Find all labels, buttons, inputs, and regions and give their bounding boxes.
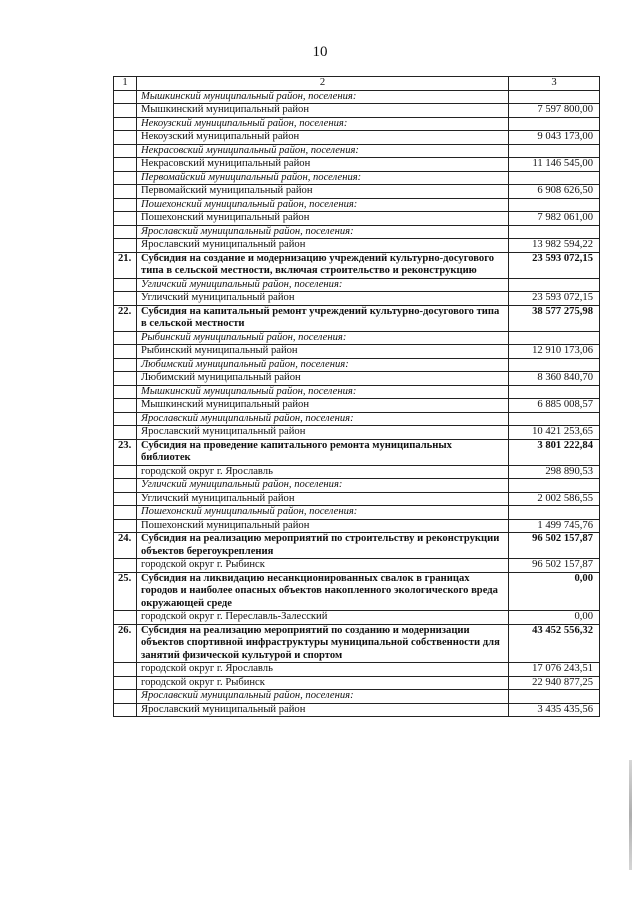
row-description: Первомайский муниципальный район: [137, 185, 509, 199]
section-row: [114, 252, 600, 278]
row-description: городской округ г. Ярославль: [137, 663, 509, 677]
table-row: [114, 465, 600, 479]
row-amount: 96 502 157,87: [509, 559, 600, 573]
row-number: [114, 465, 137, 479]
row-number: [114, 426, 137, 440]
subheading-row: [114, 144, 600, 158]
row-amount: 298 890,53: [509, 465, 600, 479]
row-number: [114, 90, 137, 104]
table-row: [114, 292, 600, 306]
row-amount: 10 421 253,65: [509, 426, 600, 440]
row-amount: 7 597 800,00: [509, 104, 600, 118]
row-amount: 7 982 061,00: [509, 212, 600, 226]
row-number: [114, 412, 137, 426]
row-number: [114, 144, 137, 158]
row-amount: 11 146 545,00: [509, 158, 600, 172]
row-description: Угличский муниципальный район, поселения:: [137, 278, 509, 292]
row-number: 25.: [114, 572, 137, 611]
subheading-row: [114, 412, 600, 426]
row-number: [114, 104, 137, 118]
row-amount: [509, 358, 600, 372]
row-amount: 13 982 594,22: [509, 239, 600, 253]
row-amount: 23 593 072,15: [509, 292, 600, 306]
row-number: [114, 663, 137, 677]
row-description: Некрасовский муниципальный район, поселения:: [137, 144, 509, 158]
row-number: [114, 345, 137, 359]
section-row: [114, 533, 600, 559]
row-description: Субсидия на реализацию мероприятий по созданию и модернизации объектов спортивной инфраструктуры муниципальной собственности для занятий физической культурой и спортом: [137, 624, 509, 663]
row-number: [114, 225, 137, 239]
row-description: Мышкинский муниципальный район: [137, 104, 509, 118]
row-description: Субсидия на капитальный ремонт учреждений культурно-досугового типа в сельской местности: [137, 305, 509, 331]
row-amount: 2 002 586,55: [509, 492, 600, 506]
row-amount: 8 360 840,70: [509, 372, 600, 386]
row-number: [114, 117, 137, 131]
row-number: [114, 292, 137, 306]
row-description: Субсидия на реализацию мероприятий по строительству и реконструкции объектов берегоукрепления: [137, 533, 509, 559]
row-description: Угличский муниципальный район: [137, 492, 509, 506]
table-row: [114, 104, 600, 118]
row-description: городской округ г. Ярославль: [137, 465, 509, 479]
table-header-row: [114, 77, 600, 91]
row-description: Угличский муниципальный район: [137, 292, 509, 306]
row-amount: [509, 479, 600, 493]
subheading-row: [114, 278, 600, 292]
row-description: Рыбинский муниципальный район, поселения:: [137, 331, 509, 345]
row-description: Субсидия на проведение капитального ремонта муниципальных библиотек: [137, 439, 509, 465]
row-description: Некоузский муниципальный район, поселения:: [137, 117, 509, 131]
scan-edge-artifact: [629, 760, 632, 870]
table-row: [114, 426, 600, 440]
row-amount: [509, 412, 600, 426]
row-amount: 3 801 222,84: [509, 439, 600, 465]
row-description: городской округ г. Рыбинск: [137, 559, 509, 573]
row-description: Субсидия на создание и модернизацию учреждений культурно-досугового типа в сельской местности, включая строительство и реконструкцию: [137, 252, 509, 278]
row-amount: 9 043 173,00: [509, 131, 600, 145]
subsidy-table: [113, 76, 600, 717]
row-amount: [509, 171, 600, 185]
row-amount: [509, 225, 600, 239]
section-row: [114, 624, 600, 663]
table-row: [114, 185, 600, 199]
subheading-row: [114, 331, 600, 345]
row-amount: [509, 198, 600, 212]
subheading-row: [114, 506, 600, 520]
page-number: 10: [312, 44, 328, 60]
row-number: 24.: [114, 533, 137, 559]
row-amount: 12 910 173,06: [509, 345, 600, 359]
table-row: [114, 611, 600, 625]
row-number: [114, 278, 137, 292]
row-description: городской округ г. Переславль-Залесский: [137, 611, 509, 625]
row-number: [114, 358, 137, 372]
row-number: [114, 703, 137, 717]
subheading-row: [114, 171, 600, 185]
row-number: [114, 171, 137, 185]
row-number: [114, 212, 137, 226]
row-amount: 3 435 435,56: [509, 703, 600, 717]
table-row: [114, 676, 600, 690]
row-description: Некоузский муниципальный район: [137, 131, 509, 145]
subheading-row: [114, 225, 600, 239]
row-description: Ярославский муниципальный район, поселения:: [137, 690, 509, 704]
row-number: 21.: [114, 252, 137, 278]
row-number: [114, 519, 137, 533]
row-amount: [509, 144, 600, 158]
subheading-row: [114, 117, 600, 131]
header-col-2: 2: [137, 77, 509, 91]
row-amount: 38 577 275,98: [509, 305, 600, 331]
row-amount: 1 499 745,76: [509, 519, 600, 533]
row-description: Любимский муниципальный район: [137, 372, 509, 386]
row-description: Ярославский муниципальный район, поселения:: [137, 225, 509, 239]
row-amount: 0,00: [509, 611, 600, 625]
row-amount: [509, 117, 600, 131]
table-row: [114, 703, 600, 717]
row-number: [114, 559, 137, 573]
row-description: Пошехонский муниципальный район: [137, 519, 509, 533]
row-number: [114, 492, 137, 506]
row-description: Мышкинский муниципальный район: [137, 399, 509, 413]
row-description: Пошехонский муниципальный район, поселения:: [137, 506, 509, 520]
table-row: [114, 663, 600, 677]
row-number: [114, 385, 137, 399]
row-amount: 17 076 243,51: [509, 663, 600, 677]
section-row: [114, 305, 600, 331]
subheading-row: [114, 690, 600, 704]
row-amount: 23 593 072,15: [509, 252, 600, 278]
row-description: Пошехонский муниципальный район: [137, 212, 509, 226]
row-description: Угличский муниципальный район, поселения:: [137, 479, 509, 493]
subheading-row: [114, 385, 600, 399]
row-amount: 6 885 008,57: [509, 399, 600, 413]
row-description: Рыбинский муниципальный район: [137, 345, 509, 359]
row-number: [114, 331, 137, 345]
table-row: [114, 559, 600, 573]
row-amount: 43 452 556,32: [509, 624, 600, 663]
row-description: Любимский муниципальный район, поселения:: [137, 358, 509, 372]
table-row: [114, 158, 600, 172]
row-amount: [509, 331, 600, 345]
row-amount: [509, 506, 600, 520]
row-number: [114, 185, 137, 199]
row-amount: [509, 385, 600, 399]
row-number: 22.: [114, 305, 137, 331]
table-row: [114, 519, 600, 533]
row-description: Ярославский муниципальный район: [137, 426, 509, 440]
subheading-row: [114, 358, 600, 372]
row-number: [114, 372, 137, 386]
row-number: [114, 158, 137, 172]
row-amount: [509, 690, 600, 704]
row-amount: 0,00: [509, 572, 600, 611]
table-row: [114, 131, 600, 145]
subheading-row: [114, 479, 600, 493]
table-row: [114, 372, 600, 386]
section-row: [114, 572, 600, 611]
row-amount: [509, 278, 600, 292]
row-description: городской округ г. Рыбинск: [137, 676, 509, 690]
row-description: Мышкинский муниципальный район, поселения:: [137, 90, 509, 104]
row-number: [114, 506, 137, 520]
row-description: Первомайский муниципальный район, поселения:: [137, 171, 509, 185]
row-description: Субсидия на ликвидацию несанкционированных свалок в границах городов и наиболее опасных объектов накопленного экологического вреда окружающей среде: [137, 572, 509, 611]
row-description: Ярославский муниципальный район: [137, 703, 509, 717]
row-number: [114, 239, 137, 253]
row-description: Мышкинский муниципальный район, поселения:: [137, 385, 509, 399]
row-number: 23.: [114, 439, 137, 465]
row-number: [114, 198, 137, 212]
table-row: [114, 399, 600, 413]
row-description: Ярославский муниципальный район: [137, 239, 509, 253]
row-number: [114, 690, 137, 704]
row-description: Пошехонский муниципальный район, поселения:: [137, 198, 509, 212]
row-number: [114, 131, 137, 145]
table-row: [114, 239, 600, 253]
row-amount: 6 908 626,50: [509, 185, 600, 199]
header-col-1: 1: [114, 77, 137, 91]
subsidy-table-body: [114, 77, 600, 717]
row-amount: 22 940 877,25: [509, 676, 600, 690]
row-number: [114, 399, 137, 413]
row-number: 26.: [114, 624, 137, 663]
row-number: [114, 611, 137, 625]
subheading-row: [114, 90, 600, 104]
header-col-3: 3: [509, 77, 600, 91]
table-row: [114, 492, 600, 506]
table-row: [114, 212, 600, 226]
row-amount: 96 502 157,87: [509, 533, 600, 559]
row-description: Ярославский муниципальный район, поселения:: [137, 412, 509, 426]
section-row: [114, 439, 600, 465]
row-description: Некрасовский муниципальный район: [137, 158, 509, 172]
table-row: [114, 345, 600, 359]
row-amount: [509, 90, 600, 104]
row-number: [114, 479, 137, 493]
row-number: [114, 676, 137, 690]
subheading-row: [114, 198, 600, 212]
